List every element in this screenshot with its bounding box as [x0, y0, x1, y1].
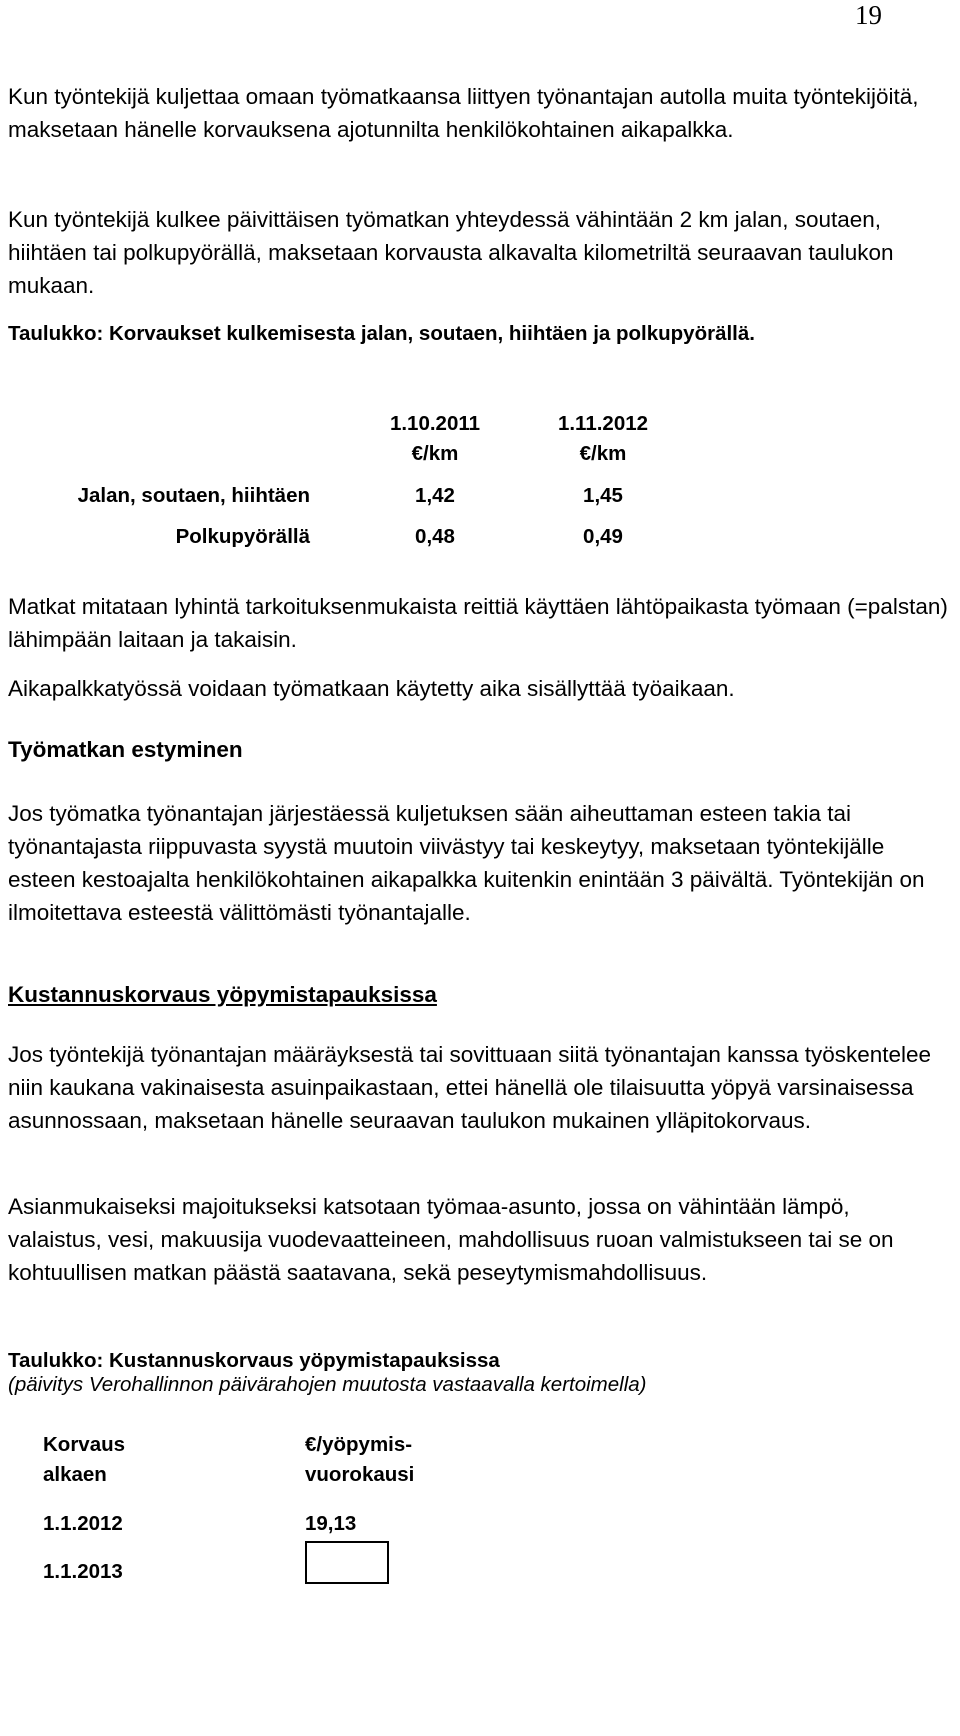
- table2-row-date: 1.1.2013: [43, 1560, 123, 1583]
- table1-col1-unit: €/km: [411, 442, 459, 465]
- paragraph-proper-lodging: Asianmukaiseksi majoitukseksi katsotaan työmaa-asunto, jossa on vähintään lämpö, valaistus, vesi, makuusija vuodevaatteineen, mahdollisuus ruoan valmistukseen tai se on kohtuullisen matkan päästä saatavana, sekä peseytymismahdollisuus.: [8, 1194, 894, 1285]
- table2-empty-value-box: [305, 1541, 389, 1584]
- table1-caption: Taulukko: Korvaukset kulkemisesta jalan, soutaen, hiihtäen ja polkupyörällä.: [8, 322, 755, 345]
- table2-subcaption: (päivitys Verohallinnon päivärahojen muutosta vastaavalla kertoimella): [8, 1373, 647, 1396]
- heading-accommodation-compensation: Kustannuskorvaus yöpymistapauksissa: [8, 982, 437, 1007]
- table2-row-value: 19,13: [305, 1512, 357, 1535]
- table1-row-label: Polkupyörällä: [175, 525, 310, 548]
- paragraph-accommodation: Jos työntekijä työnantajan määräyksestä tai sovittuaan siitä työnantajan kanssa työskentelee niin kaukana vakinaisesta asuinpaikastaan, ettei hänellä ole tilaisuutta yöpyä varsinaisessa asunnossaan, maksetaan hänelle seuraavan taulukon mukainen ylläpitokorvaus.: [8, 1042, 932, 1133]
- table1-col2-date: 1.11.2012: [557, 412, 649, 435]
- paragraph-measurement: Matkat mitataan lyhintä tarkoituksenmukaista reittiä käyttäen lähtöpaikasta työmaan (=palstan) lähimpään laitaan ja takaisin.: [8, 594, 948, 652]
- table2-col2-header: vuorokausi: [305, 1463, 415, 1486]
- paragraph-obstruction: Jos työmatka työnantajan järjestäessä kuljetuksen sään aiheuttaman esteen takia tai työnantajasta riippuvasta syystä muutoin viivästyy tai keskeytyy, maksetaan työntekijälle esteen kestoajalta henkilökohtainen aikapalkka kuitenkin enintään 3 päivältä. Työntekijän on ilmoitettava esteestä välittömästi työnantajalle.: [8, 801, 925, 925]
- table1-cell: 0,49: [583, 525, 623, 548]
- table2-col2-header: €/yöpymis-: [305, 1433, 413, 1456]
- table2-caption: Taulukko: Kustannuskorvaus yöpymistapauksissa: [8, 1349, 500, 1372]
- table1-col1-date: 1.10.2011: [389, 412, 481, 435]
- table2-col1-header: alkaen: [43, 1463, 107, 1486]
- heading-travel-obstruction: Työmatkan estyminen: [8, 737, 243, 762]
- paragraph-work-time: Aikapalkkatyössä voidaan työmatkaan käytetty aika sisällyttää työaikaan.: [8, 676, 735, 701]
- table2-col1-header: Korvaus: [43, 1433, 126, 1456]
- paragraph-driving-coworkers: Kun työntekijä kuljettaa omaan työmatkaansa liittyen työnantajan autolla muita työntekijöitä, maksetaan hänelle korvauksena ajotunnilta henkilökohtainen aikapalkka.: [8, 84, 919, 142]
- table1-cell: 1,45: [583, 484, 623, 507]
- table1-row-label: Jalan, soutaen, hiihtäen: [77, 484, 310, 507]
- paragraph-walking-compensation: Kun työntekijä kulkee päivittäisen työmatkan yhteydessä vähintään 2 km jalan, soutaen, hiihtäen tai polkupyörällä, maksetaan korvausta alkavalta kilometriltä seuraavan taulukon mukaan.: [8, 207, 894, 298]
- table2-row-date: 1.1.2012: [43, 1512, 123, 1535]
- table1-cell: 0,48: [415, 525, 455, 548]
- page-number: 19: [855, 0, 882, 30]
- table1-col2-unit: €/km: [579, 442, 627, 465]
- table1-cell: 1,42: [415, 484, 455, 507]
